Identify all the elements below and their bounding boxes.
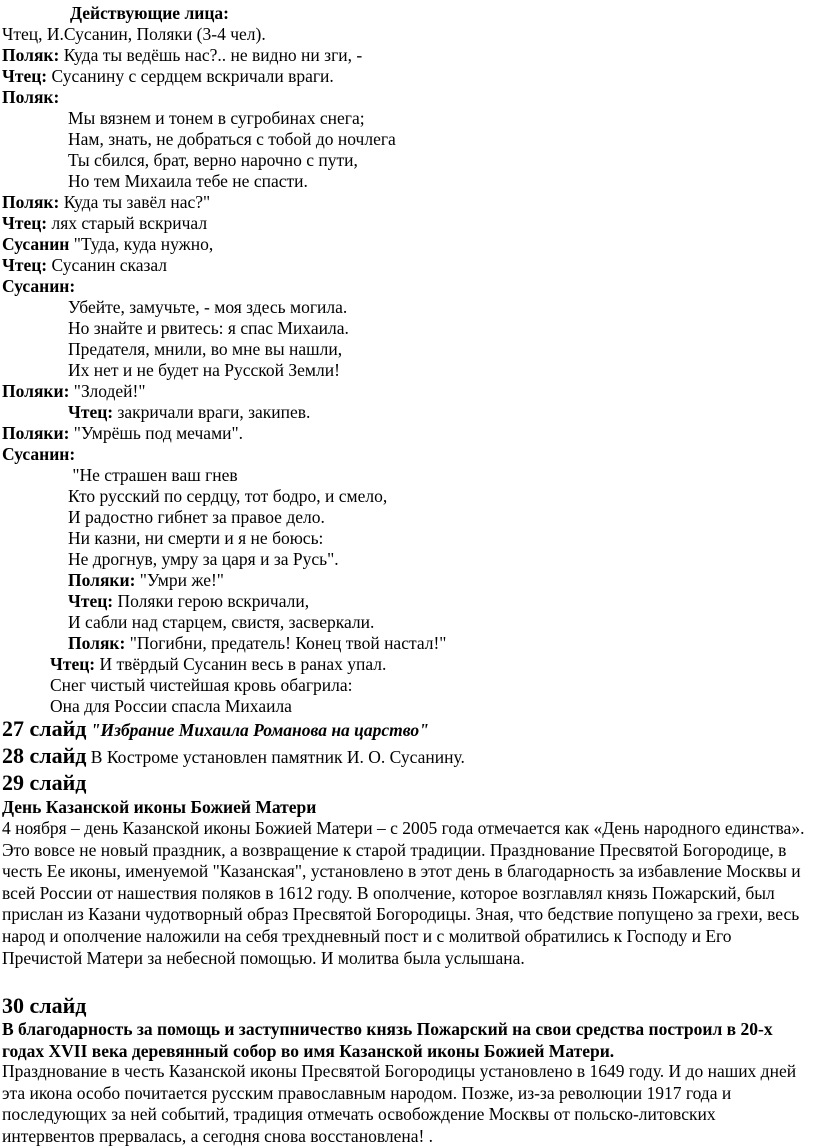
dialogue-line (68, 591, 816, 612)
line-text: Сусанин сказал (47, 255, 168, 275)
verse-line: Кто русский по сердцу, тот бодро, и смело, (68, 486, 388, 506)
dialogue-line (2, 192, 816, 213)
slide-27 (2, 716, 816, 742)
dialogue-line (68, 402, 816, 423)
verse-line: Не дрогнув, умру за царя и за Русь". (68, 549, 339, 569)
dialogue-line (2, 213, 816, 234)
speaker-label: Сусанин: (2, 276, 76, 296)
verse-line: Предателя, мнили, во мне вы нашли, (68, 339, 343, 359)
line-text: И твёрдый Сусанин весь в ранах упал. (95, 654, 387, 674)
dialogue-line (50, 654, 816, 675)
verse-line: Но тем Михаила тебе не спасти. (68, 171, 308, 191)
slide-title: "Избрание Михаила Романова на царство" (86, 720, 429, 740)
speaker-label: Чтец: (50, 654, 96, 674)
section-heading: В благодарность за помощь и заступничество князь Пожарский на свои средства построил в 20-х годах XVII века деревянный собор во имя Казанской иконы Божией Матери. (2, 1019, 773, 1061)
dialogue-line (2, 255, 816, 276)
verse-line: Ты сбился, брат, верно нарочно с пути, (68, 150, 358, 170)
line-text: Сусанину с сердцем вскричали враги. (47, 66, 334, 86)
line-text: "Туда, куда нужно, (69, 234, 214, 254)
dialogue-line (68, 633, 816, 654)
speaker-label: Чтец: (2, 66, 48, 86)
line-text: Куда ты завёл нас?" (59, 192, 211, 212)
verse-line: "Не страшен ваш гнев (68, 465, 238, 485)
verse-line: Убейте, замучьте, - моя здесь могила. (68, 297, 348, 317)
dialogue-line (2, 423, 816, 444)
speaker-label: Поляки: (68, 570, 136, 590)
cast-list: Чтец, И.Сусанин, Поляки (3-4 чел). (2, 24, 266, 44)
section-heading: День Казанской иконы Божией Матери (2, 797, 317, 817)
verse-line: Она для России спасла Михаила (50, 696, 292, 716)
line-text: закричали враги, закипев. (113, 402, 311, 422)
verse-line: Снег чистый чистейшая кровь обагрила: (50, 675, 353, 695)
speaker-label: Сусанин (2, 234, 70, 254)
verse-line: И сабли над старцем, свистя, засверкали. (68, 612, 375, 632)
line-text: лях старый вскричал (47, 213, 208, 233)
line-text: "Умрёшь под мечами". (69, 423, 244, 443)
cast-heading: Действующие лица: (70, 3, 230, 23)
speaker-label: Сусанин: (2, 444, 76, 464)
line-text: "Злодей!" (69, 381, 146, 401)
paragraph: 4 ноября – день Казанской иконы Божией Матери – с 2005 года отмечается как «День народного единства». Это вовсе не новый праздник, а возвращение к старой традиции. Празднование Пресвятой Богородице, в честь Ее иконы, именуемой "Казанская", установлено в этот день в благодарность за избавление Москвы и всей России от нашествия поляков в 1612 году. В ополчение, которое возглавлял князь Пожарский, был прислан из Казани чудотворный образ Пресвятой Богородицы. Зная, что бедствие попущено за грехи, весь народ и ополчение наложили на себя трехдневный пост и с молитвой обратились к Господу и Его Пречистой Матери за небесной помощью. И молитва была услышана. (2, 818, 805, 968)
speaker-label: Поляк: (2, 87, 60, 107)
verse-line: Нам, знать, не добраться с тобой до ночлега (68, 129, 396, 149)
slide-number: 29 слайд (2, 770, 87, 795)
speaker-label: Поляк: (2, 192, 60, 212)
verse-line: Мы вязнем и тонем в сугробинах снега; (68, 108, 365, 128)
verse-line: Их нет и не будет на Русской Земли! (68, 360, 340, 380)
speaker-label: Чтец: (68, 402, 114, 422)
speaker-label: Поляк: (68, 633, 126, 653)
line-text: Поляки герою вскричали, (113, 591, 310, 611)
slide-text: В Костроме установлен памятник И. О. Сусанину. (86, 747, 465, 767)
line-text: "Умри же!" (135, 570, 224, 590)
verse-line: Ни казни, ни смерти и я не боюсь: (68, 528, 324, 548)
slide-number: 30 слайд (2, 993, 87, 1018)
speaker-label: Поляки: (2, 381, 70, 401)
dialogue-line (68, 570, 816, 591)
speaker-label: Поляки: (2, 423, 70, 443)
speaker-label: Чтец: (2, 213, 48, 233)
slide-number: 27 слайд (2, 716, 87, 741)
line-text: "Погибни, предатель! Конец твой настал!" (125, 633, 447, 653)
speaker-label: Чтец: (2, 255, 48, 275)
verse-line: Но знайте и рвитесь: я спас Михаила. (68, 318, 349, 338)
dialogue-line (2, 66, 816, 87)
slide-28 (2, 743, 816, 769)
verse-line: И радостно гибнет за правое дело. (68, 507, 325, 527)
dialogue-line (2, 45, 816, 66)
paragraph: Празднование в честь Казанской иконы Пресвятой Богородицы установлено в 1649 году. И до наших дней эта икона особо почитается русским православным народом. Позже, из-за революции 1917 года и последующих за ней событий, традиция отмечать освобождение Москвы от польско-литовских интервентов прервалась, а сегодня снова восстановлена! . (2, 1061, 797, 1146)
slide-29 (2, 770, 816, 796)
slide-30 (2, 993, 816, 1019)
line-text: Куда ты ведёшь нас?.. не видно ни зги, - (59, 45, 363, 65)
dialogue-line (2, 381, 816, 402)
speaker-label: Поляк: (2, 45, 60, 65)
slide-number: 28 слайд (2, 743, 87, 768)
speaker-label: Чтец: (68, 591, 114, 611)
dialogue-line (2, 234, 816, 255)
